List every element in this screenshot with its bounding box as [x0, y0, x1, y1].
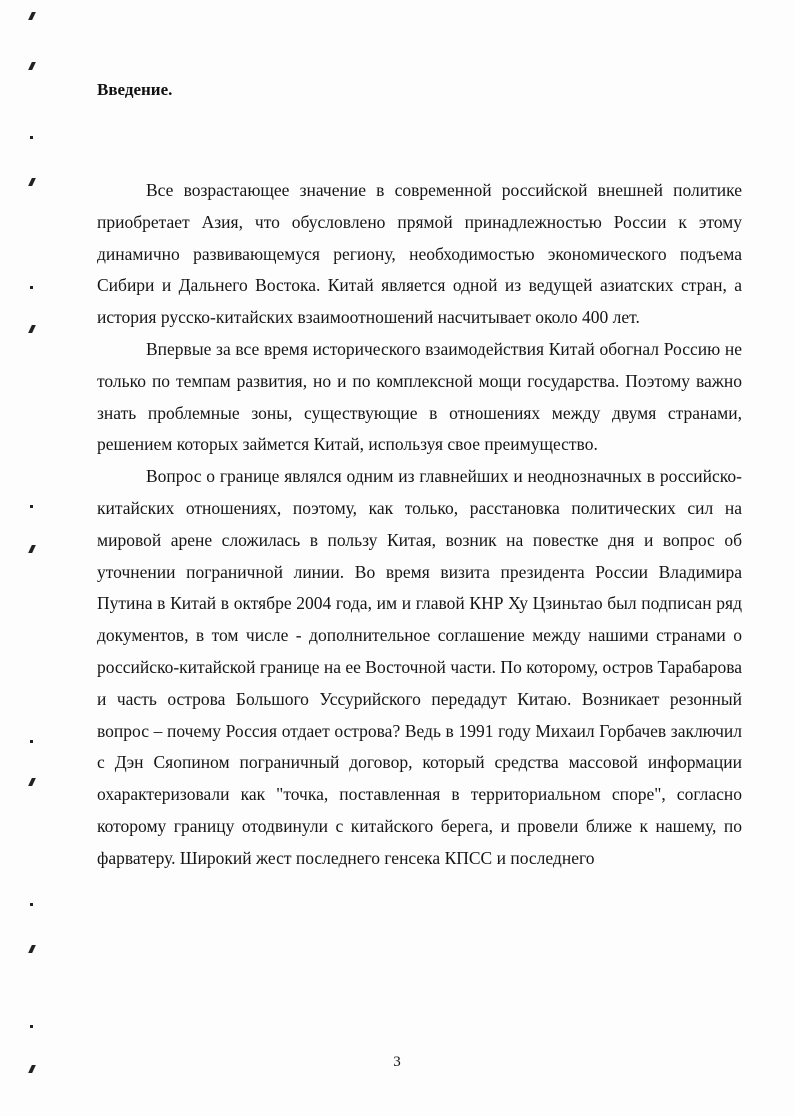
scan-artifact [30, 740, 33, 743]
paragraph: Все возрастающее значение в современной российской внешней политике приобретает Азия, что обусловлено прямой принадлежностью России к этому динамично развивающемуся региону, необходимостью экономического подъема Сибири и Дальнего Востока. Китай является одной из ведущей азиатских стран, а история русско-китайских взаимоотношений насчитывает около 400 лет. [97, 180, 742, 328]
scan-artifact [28, 62, 36, 70]
scan-artifact [30, 1025, 33, 1028]
scan-artifact [28, 325, 36, 333]
scan-artifact [28, 178, 36, 186]
page-number: 3 [393, 1054, 401, 1070]
scan-artifact [30, 505, 33, 508]
scan-artifact [28, 545, 36, 553]
scan-artifact [28, 12, 36, 20]
scan-artifact [30, 903, 33, 906]
paragraph: Вопрос о границе являлся одним из главнейших и неоднозначных в российско-китайских отношениях, поэтому, как только, расстановка политических сил на мировой арене сложилась в пользу Китая, возник на повестке дня и вопрос об уточнении пограничной линии. Во время визита президента России Владимира Путина в Китай в октябре 2004 года, им и главой КНР Ху Цзиньтао был подписан ряд документов, в том числе - дополнительное соглашение между нашими странами о российско-китайской границе на ее Восточной части. По которому, остров Тарабарова и часть острова Большого Уссурийского передадут Китаю. Возникает резонный вопрос – почему Россия отдает острова? Ведь в 1991 году Михаил Горбачев заключил с Дэн Сяопином пограничный договор, который средства массовой информации охарактеризовали как "точка, поставленная в территориальном споре", согласно которому границу отодвинули с китайского берега, и провели ближе к нашему, по фарватеру. Широкий жест последнего генсека КПСС и последнего [97, 466, 742, 868]
paragraph: Впервые за все время исторического взаимодействия Китай обогнал Россию не только по темпам развития, но и по комплексной мощи государства. Поэтому важно знать проблемные зоны, существующие в отношениях между двумя странами, решением которых займется Китай, используя свое преимущество. [97, 338, 742, 455]
body-text [97, 175, 742, 875]
scan-artifact [28, 945, 36, 953]
scan-artifact [30, 136, 33, 139]
scan-artifact [30, 286, 33, 289]
scan-artifact [28, 778, 36, 786]
section-heading: Введение. [97, 80, 173, 99]
